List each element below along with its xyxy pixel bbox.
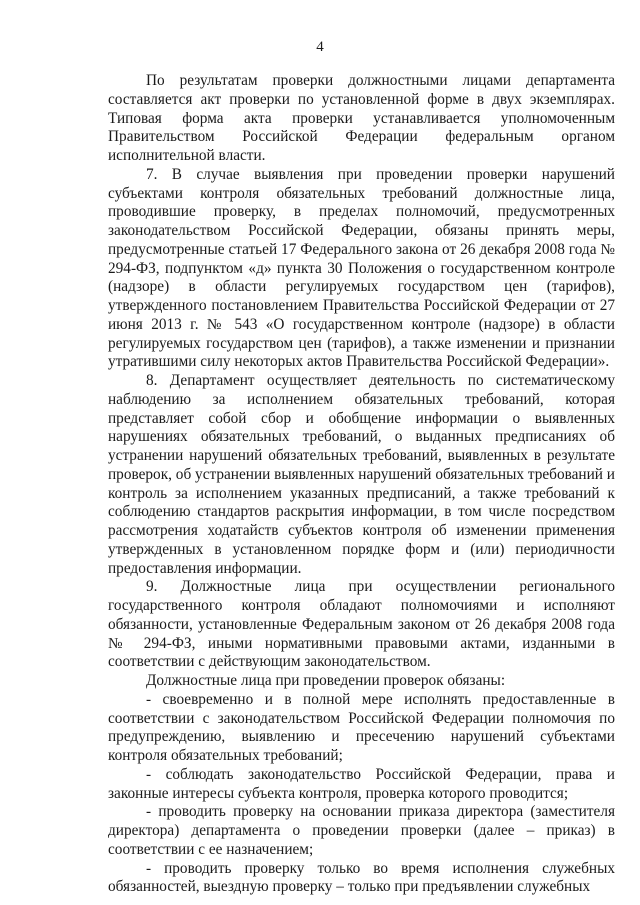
list-item-timely-execution: - своевременно и в полной мере исполнять предоставленные в соответствии с законодательством Российской Федерации полномочия по предупреждению, выявлению и пресечению нарушений субъектами контроля обязательных требований;: [108, 690, 615, 764]
paragraph-7-violation-measures: 7. В случае выявления при проведении проверки нарушений субъектами контроля обязательных требований должностные лица, проводившие проверку, в пределах полномочий, предусмотренных законодательством Российской Федерации, обязаны принять меры, предусмотренные статьей 17 Федерального закона от 26 декабря 2008 года № 294-ФЗ, подпунктом «д» пункта 30 Положения о государственном контроле (надзоре) в области регулируемых государством цен (тарифов), утвержденного постановлением Правительства Российской Федерации от 27 июня 2013 г. № 543 «О государственном контроле (надзоре) в области регулируемых государством цен (тарифов), а также изменении и признании утратившими силу некоторых актов Правительства Российской Федерации».: [108, 165, 615, 371]
document-body: [108, 72, 615, 897]
paragraph-inspection-act: По результатам проверки должностными лицами департамента составляется акт проверки по установленной форме в двух экземплярах. Типовая форма акта проверки устанавливается уполномоченным Правительством Российской Федерации федеральным органом исполнительной власти.: [108, 72, 615, 164]
paragraph-8-systematic-monitoring: 8. Департамент осуществляет деятельность по систематическому наблюдению за исполнением обязательных требований, которая представляет собой сбор и обобщение информации о выявленных нарушениях обязательных требований, о выданных предписаниях об устранении нарушений обязательных требований, выявленных в результате проверок, об устранении выявленных нарушений обязательных требований и контроль за исполнением указанных предписаний, а также требований к соблюдению стандартов раскрытия информации, в том числе посредством рассмотрения ходатайств субъектов контроля об изменении применения утвержденных в установленном порядке форм и (или) периодичности предоставления информации.: [108, 372, 615, 577]
list-item-inspection-by-order: - проводить проверку на основании приказа директора (заместителя директора) департамента о проведении проверки (далее – приказ) в соответствии с ее назначением;: [108, 803, 615, 858]
page-number: 4: [316, 39, 324, 55]
list-item-inspection-during-duty: - проводить проверку только во время исполнения служебных обязанностей, выездную проверку – только при предъявлении служебных: [108, 859, 615, 896]
paragraph-officials-obligations-intro: Должностные лица при проведении проверок обязаны:: [146, 672, 506, 689]
list-item-observe-legislation: - соблюдать законодательство Российской Федерации, права и законные интересы субъекта контроля, проверка которого проводится;: [108, 765, 615, 802]
paragraph-9-officials-powers: 9. Должностные лица при осуществлении регионального государственного контроля обладают полномочиями и исполняют обязанности, установленные Федеральным законом от 26 декабря 2008 года № 294-ФЗ, иными нормативными правовыми актами, изданными в соответствии с действующим законодательством.: [108, 578, 615, 671]
